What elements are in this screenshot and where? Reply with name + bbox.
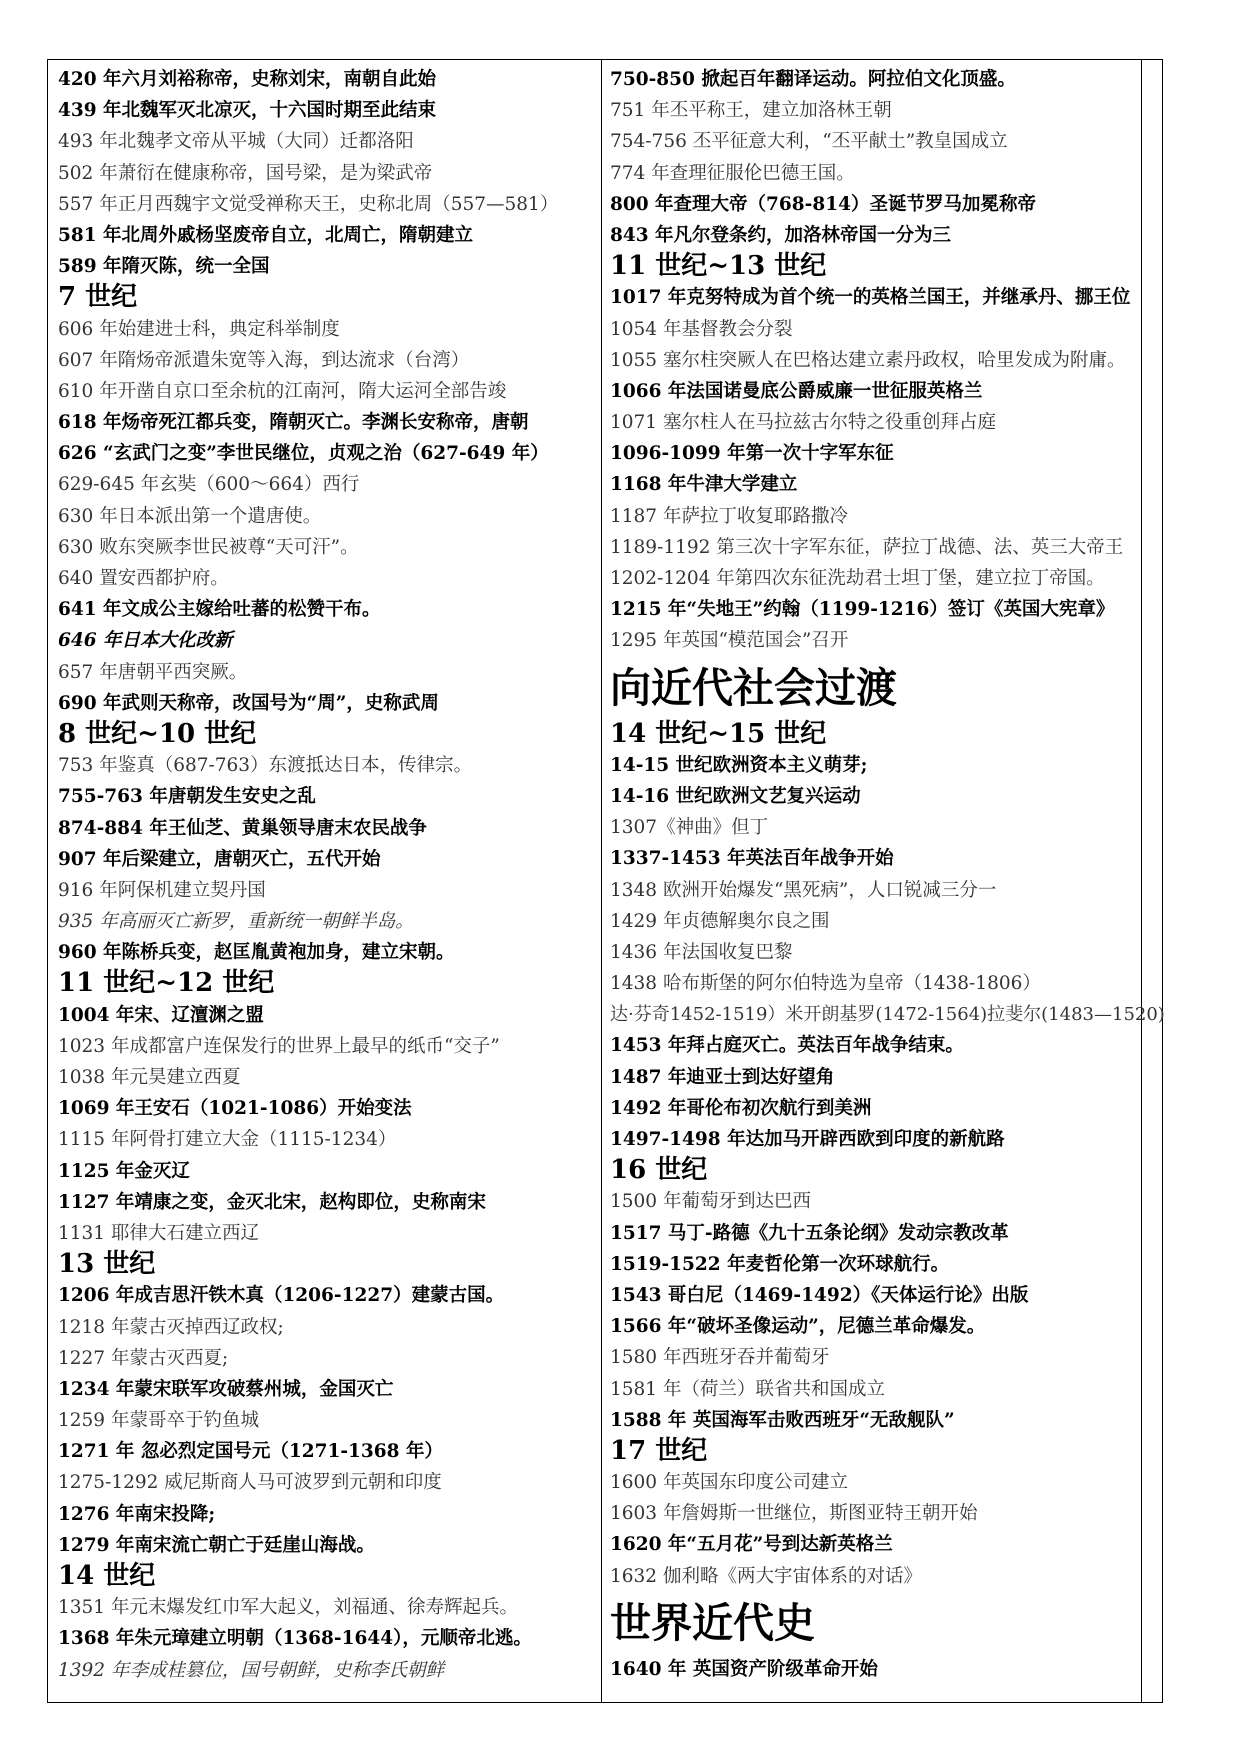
section-heading: 11 世纪~12 世纪 xyxy=(58,968,275,999)
timeline-entry: 1275-1292 威尼斯商人马可波罗到元朝和印度 xyxy=(58,1472,442,1494)
timeline-entry: 1581 年（荷兰）联省共和国成立 xyxy=(610,1378,885,1400)
timeline-entry: 1066 年法国诺曼底公爵威廉一世征服英格兰 xyxy=(610,380,983,402)
timeline-entry: 610 年开凿自京口至余杭的江南河，隋大运河全部告竣 xyxy=(58,380,507,402)
timeline-entry: 557 年正月西魏宇文觉受禅称天王，史称北周（557—581） xyxy=(58,193,559,215)
timeline-entry: 1429 年贞德解奥尔良之围 xyxy=(610,910,830,932)
timeline-entry: 1017 年克努特成为首个统一的英格兰国王，并继承丹、挪王位 xyxy=(610,287,1131,309)
timeline-entry: 690 年武则天称帝，改国号为“周”，史称武周 xyxy=(58,692,439,714)
timeline-entry: 1566 年“破坏圣像运动”，尼德兰革命爆发。 xyxy=(610,1316,986,1338)
timeline-entry: 626 “玄武门之变”李世民继位，贞观之治（627-649 年） xyxy=(58,443,549,465)
timeline-entry: 1215 年“失地王”约翰（1199-1216）签订《英国大宪章》 xyxy=(610,599,1115,621)
timeline-entry: 589 年隋灭陈，统一全国 xyxy=(58,256,270,278)
timeline-entry: 1218 年蒙古灭掉西辽政权; xyxy=(58,1316,284,1338)
timeline-entry: 1096-1099 年第一次十字军东征 xyxy=(610,443,894,465)
timeline-entry: 646 年日本大化改新 xyxy=(58,630,233,652)
timeline-entry: 14-16 世纪欧洲文艺复兴运动 xyxy=(610,785,861,807)
left-timeline-column xyxy=(58,64,598,1686)
timeline-entry: 657 年唐朝平西突厥。 xyxy=(58,661,248,683)
timeline-entry: 935 年高丽灭亡新罗，重新统一朝鲜半岛。 xyxy=(58,911,414,933)
timeline-entry: 1227 年蒙古灭西夏; xyxy=(58,1347,229,1369)
timeline-entry: 1202-1204 年第四次东征洗劫君士坦丁堡，建立拉丁帝国。 xyxy=(610,568,1105,589)
timeline-entry: 1054 年基督教会分裂 xyxy=(610,318,793,340)
timeline-entry: 1271 年 忽必烈定国号元（1271-1368 年） xyxy=(58,1441,443,1463)
timeline-entry: 1168 年牛津大学建立 xyxy=(610,474,798,496)
section-heading: 17 世纪 xyxy=(610,1435,708,1466)
timeline-entry: 1127 年靖康之变，金灭北宋，赵构即位，史称南宋 xyxy=(58,1191,486,1213)
section-heading: 14 世纪 xyxy=(58,1561,156,1591)
timeline-entry: 1004 年宋、辽澶渊之盟 xyxy=(58,1004,264,1026)
timeline-entry: 1487 年迪亚士到达好望角 xyxy=(610,1066,835,1088)
timeline-entry: 1276 年南宋投降; xyxy=(58,1503,216,1525)
timeline-entry: 1497-1498 年达加马开辟西欧到印度的新航路 xyxy=(610,1129,1005,1150)
timeline-entry: 581 年北周外戚杨坚废帝自立，北周亡，隋朝建立 xyxy=(58,224,474,246)
timeline-entry: 1337-1453 年英法百年战争开始 xyxy=(610,848,894,870)
timeline-entry: 1115 年阿骨打建立大金（1115-1234） xyxy=(58,1129,397,1151)
timeline-entry: 1259 年蒙哥卒于钓鱼城 xyxy=(58,1410,259,1432)
section-heading: 16 世纪 xyxy=(610,1155,708,1186)
timeline-entry: 1392 年李成桂篡位，国号朝鲜，史称李氏朝鲜 xyxy=(58,1659,444,1681)
timeline-entry: 750-850 掀起百年翻译运动。阿拉伯文化顶盛。 xyxy=(610,69,1016,90)
timeline-entry: 1125 年金灭辽 xyxy=(58,1160,190,1182)
timeline-entry: 1453 年拜占庭灭亡。英法百年战争结束。 xyxy=(610,1035,964,1057)
timeline-entry: 751 年丕平称王，建立加洛林王朝 xyxy=(610,100,892,122)
timeline-entry: 1234 年蒙宋联军攻破蔡州城，金国灭亡 xyxy=(58,1378,394,1400)
section-heading: 8 世纪~10 世纪 xyxy=(58,718,257,749)
timeline-entry: 907 年后梁建立，唐朝灭亡，五代开始 xyxy=(58,848,381,870)
timeline-entry: 1438 哈布斯堡的阿尔伯特选为皇帝（1438-1806） xyxy=(610,973,1041,995)
timeline-entry: 1351 年元末爆发红巾军大起义，刘福通、徐寿辉起兵。 xyxy=(58,1597,518,1619)
timeline-entry: 618 年炀帝死江都兵变，隋朝灭亡。李渊长安称帝，唐朝 xyxy=(58,412,529,434)
section-heading: 14 世纪~15 世纪 xyxy=(610,718,827,749)
timeline-entry: 1632 伽利略《两大宇宙体系的对话》 xyxy=(610,1565,922,1587)
section-heading: 7 世纪 xyxy=(58,282,138,313)
timeline-entry: 1189-1192 第三次十字军东征，萨拉丁战德、法、英三大帝王 xyxy=(610,536,1124,558)
timeline-entry: 629-645 年玄奘（600～664）西行 xyxy=(58,474,360,496)
section-heading: 13 世纪 xyxy=(58,1249,156,1280)
timeline-entry: 1588 年 英国海军击败西班牙“无敌舰队” xyxy=(610,1409,955,1431)
timeline-entry: 439 年北魏军灭北凉灭，十六国时期至此结束 xyxy=(58,100,437,122)
timeline-entry: 1187 年萨拉丁收复耶路撒冷 xyxy=(610,505,848,527)
timeline-entry: 607 年隋炀帝派遣朱宽等入海，到达流求（台湾） xyxy=(58,349,470,371)
timeline-entry: 1295 年英国“模范国会”召开 xyxy=(610,630,849,652)
timeline-entry: 14-15 世纪欧洲资本主义萌芽; xyxy=(610,754,868,776)
timeline-entry: 502 年萧衍在健康称帝，国号梁，是为梁武帝 xyxy=(58,162,433,184)
timeline-entry: 1492 年哥伦布初次航行到美洲 xyxy=(610,1097,872,1119)
timeline-entry: 960 年陈桥兵变，赵匡胤黄袍加身，建立宋朝。 xyxy=(58,942,455,964)
timeline-entry: 1131 耶律大石建立西辽 xyxy=(58,1222,259,1244)
timeline-entry: 630 败东突厥李世民被尊“天可汗”。 xyxy=(58,536,359,558)
timeline-entry: 1517 马丁-路德《九十五条论纲》发动宗教改革 xyxy=(610,1222,1009,1244)
timeline-entry: 606 年始建进士科，典定科举制度 xyxy=(58,318,340,340)
timeline-entry: 1436 年法国收复巴黎 xyxy=(610,941,793,963)
timeline-entry: 1620 年“五月花”号到达新英格兰 xyxy=(610,1534,893,1556)
timeline-entry: 1055 塞尔柱突厥人在巴格达建立素丹政权，哈里发成为附庸。 xyxy=(610,349,1126,371)
section-heading: 向近代社会过渡 xyxy=(610,663,897,712)
timeline-entry: 1069 年王安石（1021-1086）开始变法 xyxy=(58,1098,412,1120)
timeline-entry: 1580 年西班牙吞并葡萄牙 xyxy=(610,1347,830,1369)
timeline-entry: 1307《神曲》但丁 xyxy=(610,817,769,839)
timeline-entry: 874-884 年王仙芝、黄巢领导唐末农民战争 xyxy=(58,817,427,839)
timeline-entry: 1279 年南宋流亡朝亡于廷崖山海战。 xyxy=(58,1534,375,1556)
timeline-entry: 641 年文成公主嫁给吐蕃的松赞干布。 xyxy=(58,599,381,621)
timeline-entry: 1500 年葡萄牙到达巴西 xyxy=(610,1191,811,1213)
timeline-entry: 1543 哥白尼（1469-1492）《天体运行论》出版 xyxy=(610,1284,1029,1306)
timeline-entry: 916 年阿保机建立契丹国 xyxy=(58,879,266,901)
timeline-entry: 493 年北魏孝文帝从平城（大同）迁都洛阳 xyxy=(58,131,414,153)
column-divider xyxy=(601,59,602,1703)
timeline-entry: 754-756 丕平征意大利，“丕平献土”教皇国成立 xyxy=(610,131,1008,153)
section-heading: 11 世纪~13 世纪 xyxy=(610,251,827,282)
timeline-entry: 1038 年元昊建立西夏 xyxy=(58,1067,241,1088)
timeline-entry: 1348 欧洲开始爆发“黑死病”，人口锐减三分一 xyxy=(610,879,997,901)
timeline-entry: 1640 年 英国资产阶级革命开始 xyxy=(610,1658,878,1680)
timeline-entry: 800 年查理大帝（768-814）圣诞节罗马加冕称帝 xyxy=(610,193,1036,215)
timeline-entry: 755-763 年唐朝发生安史之乱 xyxy=(58,786,316,808)
section-heading: 世界近代史 xyxy=(610,1598,815,1647)
timeline-entry: 1519-1522 年麦哲伦第一次环球航行。 xyxy=(610,1253,950,1275)
timeline-entry: 1023 年成都富户连保发行的世界上最早的纸币“交子” xyxy=(58,1035,500,1057)
timeline-entry: 1071 塞尔柱人在马拉兹古尔特之役重创拜占庭 xyxy=(610,412,996,434)
timeline-entry: 1206 年成吉思汗铁木真（1206-1227）建蒙古国。 xyxy=(58,1285,505,1307)
timeline-entry: 1603 年詹姆斯一世继位，斯图亚特王朝开始 xyxy=(610,1503,978,1525)
timeline-entry: 843 年凡尔登条约，加洛林帝国一分为三 xyxy=(610,224,952,246)
timeline-entry: 640 置安西都护府。 xyxy=(58,568,229,589)
timeline-entry: 753 年鉴真（687-763）东渡抵达日本，传律宗。 xyxy=(58,755,473,777)
right-timeline-column xyxy=(610,64,1170,1685)
timeline-entry: 630 年日本派出第一个遣唐使。 xyxy=(58,505,322,527)
timeline-entry: 1368 年朱元璋建立明朝（1368-1644），元顺帝北逃。 xyxy=(58,1628,532,1650)
timeline-entry: 420 年六月刘裕称帝，史称刘宋，南朝自此始 xyxy=(58,69,437,90)
timeline-entry: 774 年查理征服伦巴德王国。 xyxy=(610,162,855,184)
timeline-entry: 达·芬奇1452-1519）米开朗基罗(1472-1564)拉斐尔(1483—1520) xyxy=(610,1004,1165,1026)
timeline-entry: 1600 年英国东印度公司建立 xyxy=(610,1472,848,1494)
